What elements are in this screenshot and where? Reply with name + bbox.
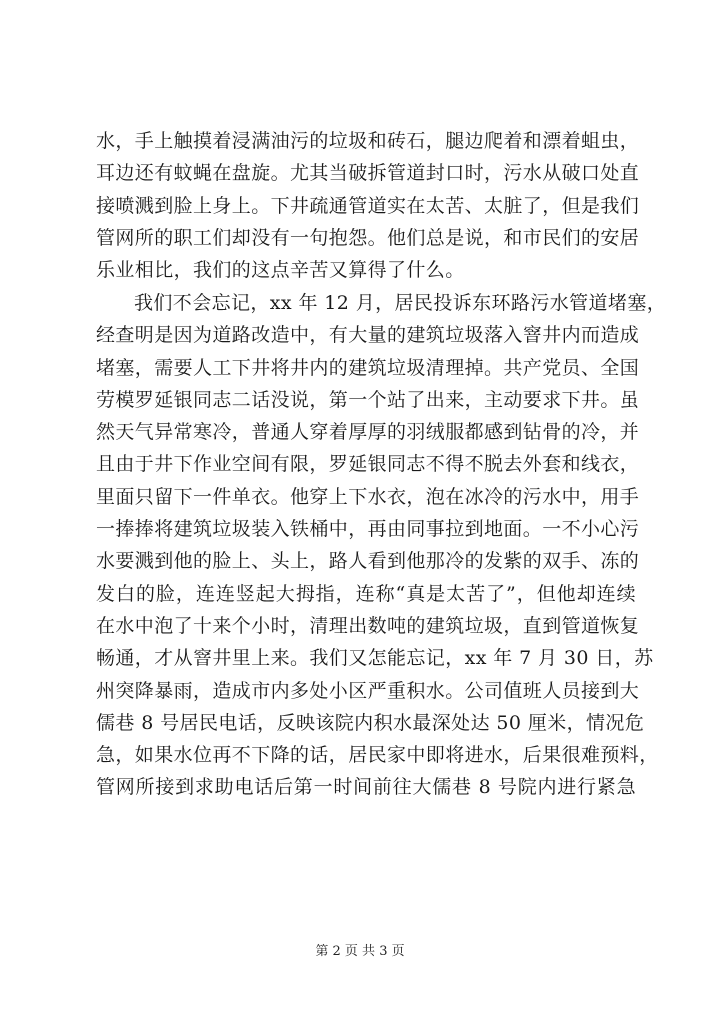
text-line: 经查明是因为道路改造中，有大量的建筑垃圾落入窨井内而造成 <box>96 324 640 347</box>
text-line: 儒巷 8 号居民电话，反映该院内积水最深处达 50 厘米，情况危 <box>96 711 645 734</box>
text-line: 管网所的职工们却没有一句抱怨。他们总是说，和市民们的安居 <box>96 226 640 249</box>
text-line: 州突降暴雨，造成市内多处小区严重积水。公司值班人员接到大 <box>96 679 640 702</box>
text-line: 接喷溅到脸上身上。下井疏通管道实在太苦、太脏了，但是我们 <box>96 194 640 217</box>
text-line: 里面只留下一件单衣。他穿上下水衣，泡在冰冷的污水中，用手 <box>96 485 640 508</box>
paragraph-1 <box>96 125 640 286</box>
page-number-footer: 第 2 页 共 3 页 <box>315 944 405 959</box>
text-line: 发白的脸，连连竖起大拇指，连称“真是太苦了”，但他却连续 <box>96 582 636 605</box>
paragraph-2 <box>96 287 667 804</box>
text-line: 耳边还有蚊蝇在盘旋。尤其当破拆管道封口时，污水从破口处直 <box>96 162 640 185</box>
text-line: 一捧捧将建筑垃圾装入铁桶中，再由同事拉到地面。一不小心污 <box>96 518 640 541</box>
text-line: 乐业相比，我们的这点辛苦又算得了什么。 <box>96 259 465 282</box>
text-line: 劳模罗延银同志二话没说，第一个站了出来，主动要求下井。虽 <box>96 388 640 411</box>
text-line: 管网所接到求助电话后第一时间前往大儒巷 8 号院内进行紧急 <box>96 776 636 799</box>
text-line: 且由于井下作业空间有限，罗延银同志不得不脱去外套和线衣， <box>96 453 640 476</box>
text-line: 我们不会忘记，xx 年 12 月，居民投诉东环路污水管道堵塞， <box>134 292 667 314</box>
text-line: 急，如果水位再不下降的话，居民家中即将进水，后果很难预料， <box>96 744 659 767</box>
text-line: 然天气异常寒冷，普通人穿着厚厚的羽绒服都感到钻骨的冷，并 <box>96 421 640 444</box>
text-line: 在水中泡了十来个小时，清理出数吨的建筑垃圾，直到管道恢复 <box>96 614 640 637</box>
text-line: 水，手上触摸着浸满油污的垃圾和砖石，腿边爬着和漂着蛆虫， <box>96 130 640 152</box>
text-line: 水要溅到他的脸上、头上，路人看到他那冷的发紫的双手、冻的 <box>96 550 640 573</box>
text-line: 畅通，才从窨井里上来。我们又怎能忘记，xx 年 7 月 30 日，苏 <box>96 647 654 670</box>
text-line: 堵塞，需要人工下井将井内的建筑垃圾清理掉。共产党员、全国 <box>96 356 640 379</box>
